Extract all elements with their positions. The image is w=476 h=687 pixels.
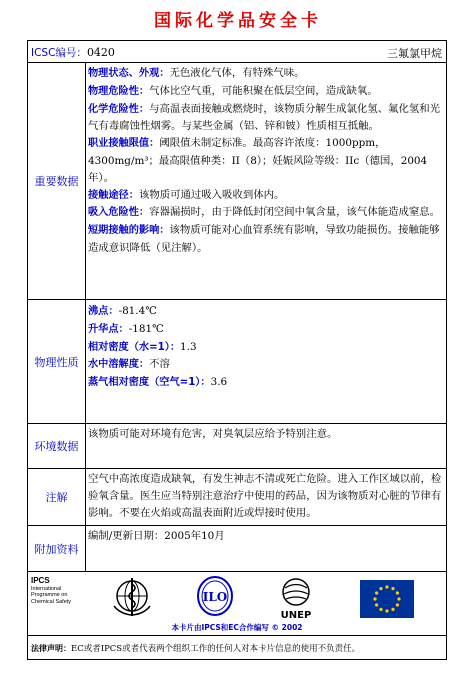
environment-text: 该物质可能对环境有危害，对臭氧层应给予特别注意。 <box>88 428 338 440</box>
environment-row <box>28 424 446 469</box>
important-data-label: 重要数据 <box>28 63 86 299</box>
card-credit: 本卡片由IPCS和EC合作编写 © 2002 <box>171 623 303 632</box>
important-data-row <box>28 63 446 300</box>
prop-sublimation-point: 升华点：-181℃ <box>88 322 164 335</box>
legal-disclaimer: 法律声明：EC或者IPCS或者代表两个组织工作的任何人对本卡片信息的使用不负责任。 <box>31 644 361 654</box>
item-exposure-limits: 职业接触限值：阈限值未制定标准。最高容许浓度：1000ppm，4300mg/m³；最高限值种类：II（8）；妊娠风险等级：IIc（德国，2004年）。 <box>88 137 428 184</box>
item-chemical-hazard: 化学危险性：与高温表面接触或燃烧时，该物质分解生成氯化氢、氟化氢和光气有毒腐蚀性烟雾。与某些金属（铝、锌和铍）性质相互抵触。 <box>88 102 441 133</box>
additional-info-row <box>28 526 446 572</box>
environment-label: 环境数据 <box>28 424 86 468</box>
prop-water-solubility: 水中溶解度：不溶 <box>88 358 170 371</box>
additional-info-text: 编制/更新日期：2005年10月 <box>88 530 225 542</box>
additional-info-label: 附加资料 <box>28 526 86 571</box>
card-title: 国际化学品安全卡 <box>154 11 322 31</box>
item-short-term-effects: 短期接触的影响：该物质可能对心血管系统有影响，导致功能损伤。接触能够造成意识降低（见注解）。 <box>88 224 440 254</box>
chemical-safety-card <box>27 40 447 660</box>
item-physical-state: 物理状态、外观：无色液化气体，有特殊气味。 <box>88 67 305 79</box>
notes-text: 空气中高浓度造成缺氧，有发生神志不清或死亡危险。进入工作区域以前，检验氧含量。医生应当特别注意治疗中使用的药品，因为该物质对心脏的节律有影响。不要在火焰或高温表面附近或焊接时使用。 <box>88 473 442 519</box>
physical-properties-label: 物理性质 <box>28 300 86 423</box>
eu-flag-icon <box>360 580 414 618</box>
ilo-emblem-icon <box>193 576 237 618</box>
ipcs-logo: IPCS International Programme on Chemical Safety <box>31 576 72 605</box>
organization-logos <box>28 572 446 636</box>
card-header <box>28 41 446 63</box>
icsc-number: 0420 <box>86 46 115 59</box>
physical-properties-row <box>28 300 446 424</box>
svg-text:ILO: ILO <box>202 590 228 604</box>
icsc-label: ICSC编号： <box>31 47 87 59</box>
svg-text:UNEP: UNEP <box>280 610 312 621</box>
item-physical-hazard: 物理危险性：气体比空气重，可能积聚在低层空间，造成缺氧。 <box>88 84 378 97</box>
prop-vapour-density: 蒸气相对密度（空气=1）：3.6 <box>88 376 228 389</box>
chemical-name: 三氟氯甲烷 <box>387 47 442 60</box>
notes-row <box>28 469 446 526</box>
prop-relative-density: 相对密度（水=1）：1.3 <box>88 340 197 353</box>
important-data-body <box>88 65 443 257</box>
notes-label: 注解 <box>28 469 86 525</box>
prop-boiling-point: 沸点：-81.4℃ <box>88 305 157 317</box>
unep-emblem-icon <box>273 576 319 622</box>
physical-properties-body <box>88 303 443 392</box>
who-emblem-icon <box>110 576 154 618</box>
item-inhalation-risk: 吸入危险性：容器漏损时，由于降低封闭空间中氧含量，该气体能造成窒息。 <box>88 206 441 219</box>
item-routes-of-exposure: 接触途径：该物质可通过吸入吸收到体内。 <box>88 188 285 201</box>
